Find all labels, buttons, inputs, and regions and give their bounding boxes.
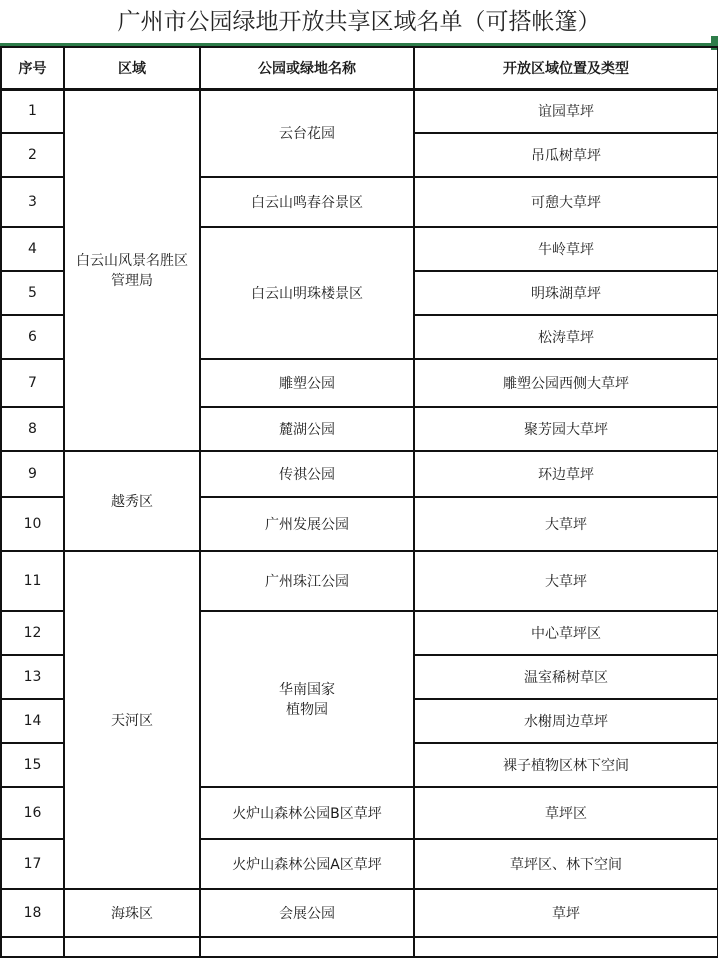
header-park: 公园或绿地名称 [200, 47, 414, 89]
area-cell: 雕塑公园西侧大草坪 [414, 359, 718, 407]
header-area: 开放区域位置及类型 [414, 47, 718, 89]
seq-cell: 8 [1, 407, 64, 451]
area-cell: 草坪区、林下空间 [414, 839, 718, 889]
seq-cell: 14 [1, 699, 64, 743]
table-row [1, 89, 718, 133]
park-cell: 雕塑公园 [200, 359, 414, 407]
seq-cell: 12 [1, 611, 64, 655]
table-row [1, 551, 718, 611]
area-cell: 环边草坪 [414, 451, 718, 497]
seq-cell: 10 [1, 497, 64, 551]
district-name-line2: 管理局 [111, 273, 153, 290]
area-cell: 温室稀树草区 [414, 655, 718, 699]
area-cell: 松涛草坪 [414, 315, 718, 359]
seq-cell: 9 [1, 451, 64, 497]
seq-cell: 17 [1, 839, 64, 889]
area-cell: 水榭周边草坪 [414, 699, 718, 743]
park-cell: 云台花园 [200, 89, 414, 177]
seq-cell: 6 [1, 315, 64, 359]
seq-cell: 13 [1, 655, 64, 699]
area-cell: 中心草坪区 [414, 611, 718, 655]
park-cell: 火炉山森林公园A区草坪 [200, 839, 414, 889]
district-cell-yuexiu: 越秀区 [64, 451, 200, 551]
area-cell: 大草坪 [414, 551, 718, 611]
seq-cell: 11 [1, 551, 64, 611]
park-cell: 火炉山森林公园B区草坪 [200, 787, 414, 839]
district-cell-baiyunshan [64, 89, 200, 451]
area-cell: 吊瓜树草坪 [414, 133, 718, 177]
table-row-partial [1, 937, 718, 957]
page-title: 广州市公园绿地开放共享区域名单（可搭帐篷） [0, 0, 718, 45]
header-district: 区域 [64, 47, 200, 89]
table-row [1, 889, 718, 937]
park-cell: 广州发展公园 [200, 497, 414, 551]
park-cell-huanan [200, 611, 414, 787]
park-cell: 会展公园 [200, 889, 414, 937]
seq-cell: 1 [1, 89, 64, 133]
park-cell: 麓湖公园 [200, 407, 414, 451]
district-cell-tianhe: 天河区 [64, 551, 200, 889]
seq-cell: 5 [1, 271, 64, 315]
seq-cell: 4 [1, 227, 64, 271]
seq-cell: 18 [1, 889, 64, 937]
area-cell: 明珠湖草坪 [414, 271, 718, 315]
area-cell: 大草坪 [414, 497, 718, 551]
park-cell: 传祺公园 [200, 451, 414, 497]
area-cell: 草坪区 [414, 787, 718, 839]
district-name-line1: 白云山风景名胜区 [76, 253, 188, 270]
district-cell-haizhu: 海珠区 [64, 889, 200, 937]
park-list-table [0, 46, 718, 958]
area-cell: 草坪 [414, 889, 718, 937]
seq-cell: 16 [1, 787, 64, 839]
header-seq: 序号 [1, 47, 64, 89]
area-cell: 牛岭草坪 [414, 227, 718, 271]
park-name-line2: 植物园 [286, 702, 328, 718]
table-row [1, 451, 718, 497]
area-cell: 谊园草坪 [414, 89, 718, 133]
seq-cell: 2 [1, 133, 64, 177]
area-cell: 聚芳园大草坪 [414, 407, 718, 451]
table-header-row [1, 47, 718, 89]
park-name-line1: 华南国家 [279, 682, 335, 698]
seq-cell: 3 [1, 177, 64, 227]
area-cell: 裸子植物区林下空间 [414, 743, 718, 787]
park-cell: 白云山明珠楼景区 [200, 227, 414, 359]
seq-cell: 15 [1, 743, 64, 787]
park-cell: 广州珠江公园 [200, 551, 414, 611]
park-cell: 白云山鸣春谷景区 [200, 177, 414, 227]
seq-cell: 7 [1, 359, 64, 407]
area-cell: 可憩大草坪 [414, 177, 718, 227]
